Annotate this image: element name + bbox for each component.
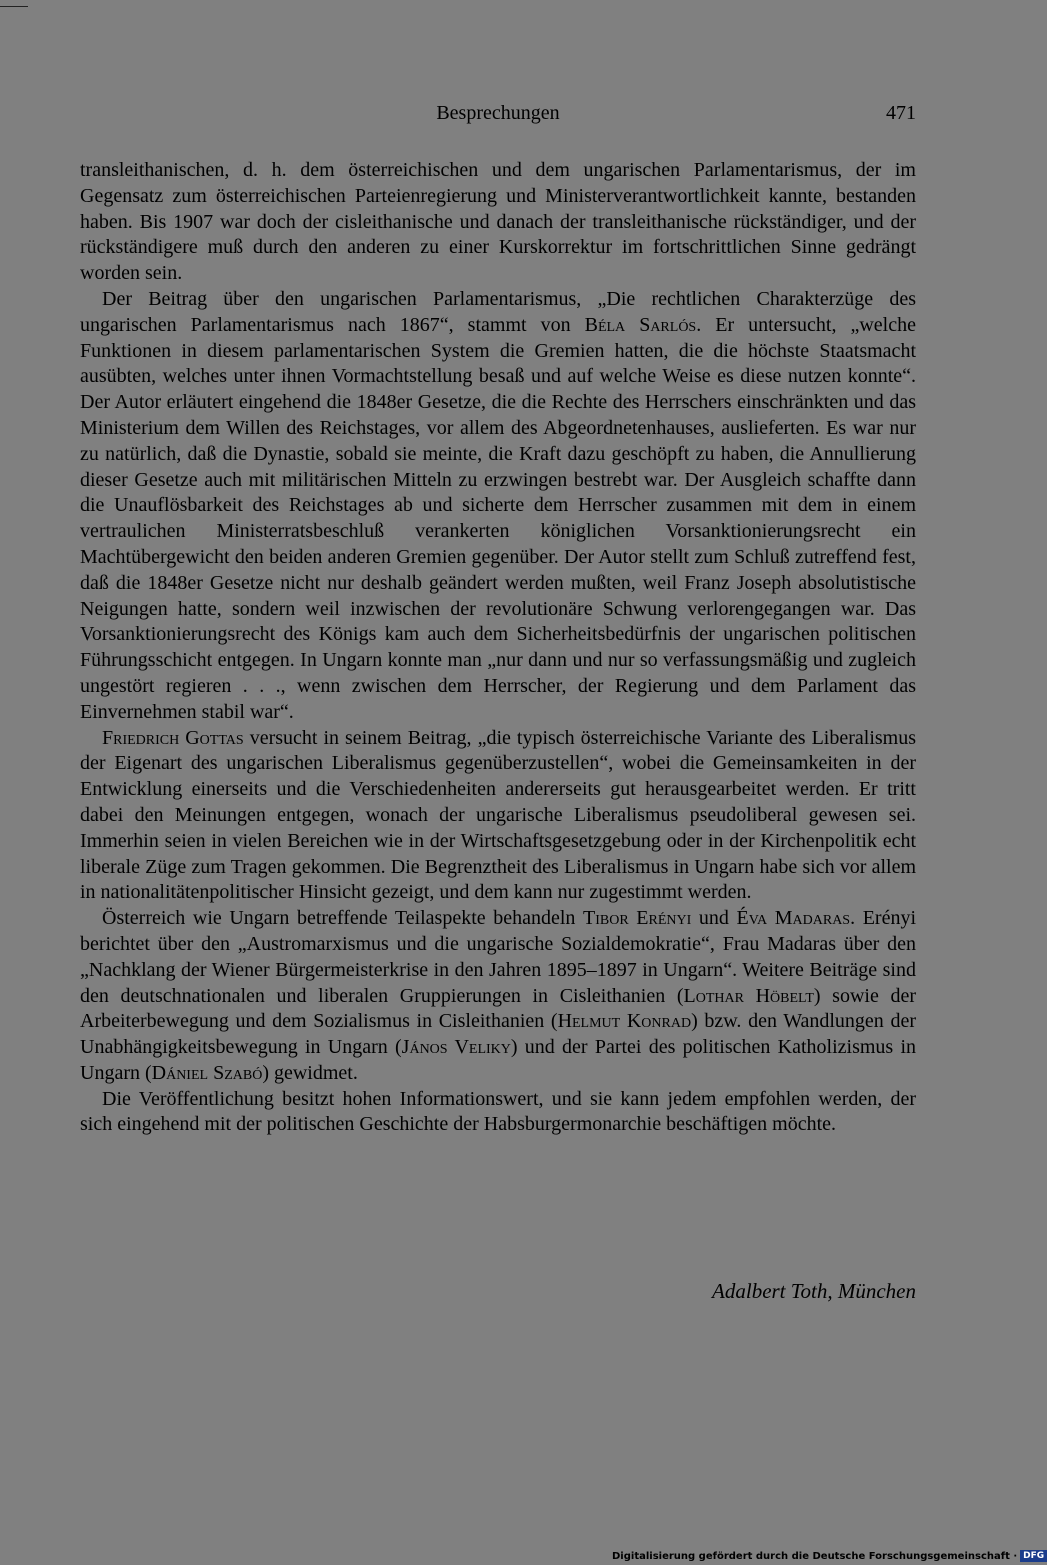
review-body-text	[80, 158, 916, 1138]
author-name: János Veliky	[401, 1036, 511, 1059]
author-name: Béla Sarlós	[584, 313, 697, 336]
paragraph	[80, 906, 916, 1087]
paragraph	[80, 726, 916, 907]
author-name: Friedrich Gottas	[102, 726, 244, 749]
running-title: Besprechungen	[436, 102, 560, 124]
dfg-logo: DFG	[1020, 1550, 1047, 1562]
author-name: Éva Madaras	[736, 907, 851, 930]
funding-note: Digitalisierung gefördert durch die Deutsche Forschungsgemeinschaft ·	[612, 1551, 1018, 1562]
text-run: versucht in seinem Beitrag, „die typisch österreichische Variante des Liberalismus der Eigenart des ungarischen Liberalismus gegenüberzustellen“, wobei die Gemeinsamkeiten in der Entwicklung einerseits und die Verschiedenheiten andererseits gut herausgearbeitet werden. Er tritt dabei den Meinungen entgegen, wonach der ungarische Liberalismus pseudoliberal gewesen sei. Immerhin seien in vielen Bereichen wie in der Wirtschaftsgesetzgebung oder in der Kirchenpolitik echt liberale Züge zum Tragen gekommen. Die Begrenztheit des Liberalismus in Ungarn habe sich vor allem in nationalitätenpolitischer Hinsicht gezeigt, und dem kann nur zugestimmt werden.	[80, 726, 916, 904]
text-run: . Er untersucht, „welche Funktionen in diesem parlamentarischen System die Gremien hatten, die die höchste Staatsmacht ausübten, welches unter ihnen Vormachtstellung besaß und auf welche Weise es diese nutzen konnte“. Der Autor erläutert eingehend die 1848er Gesetze, die die Rechte des Herrschers einschränkten und das Ministerium dem Willen des Reichstages, vor allem des Abgeordnetenhauses, auslieferten. Es war nur zu natürlich, daß die Dynastie, sobald sie meinte, die Kraft dazu geschöpft zu haben, die Annullierung dieser Gesetze auch mit militärischen Mitteln zu erzwingen bestrebt war. Der Ausgleich schaffte dann die Unauflösbarkeit des Reichstages ab und sicherte dem Herrscher zusammen mit dem in einem vertraulichen Ministerratsbeschluß verankerten königlichen Vorsanktionierungsrecht ein Machtübergewicht den beiden anderen Gremien gegenüber. Der Autor stellt zum Schluß zutreffend fest, daß die 1848er Gesetze nicht nur deshalb geändert werden mußten, weil Franz Joseph absolutistische Neigungen hatte, sondern weil inzwischen der revolutionäre Schwung verlorengegangen war. Das Vorsanktionierungsrecht des Königs kam auch dem Sicherheitsbedürfnis der ungarischen politischen Führungsschicht entgegen. In Ungarn konnte man „nur dann und nur so verfassungsmäßig und zugleich ungestört regieren . . ., wenn zwischen dem Herrscher, der Regierung und dem Parlament das Einvernehmen stabil war“.	[80, 313, 916, 723]
paragraph	[80, 1087, 916, 1139]
text-run: und	[691, 907, 737, 930]
dfg-funding-banner	[612, 1550, 1047, 1563]
paragraph	[80, 287, 916, 726]
text-run: Der Beitrag über den ungarischen Parlamentarismus, „Die rechtlichen Charakterzüge des ungarischen Parlamentarismus nach 1867“, stammt von	[80, 287, 916, 336]
text-run: transleithanischen, d. h. dem österreichischen und dem ungarischen Parlamentarismus, der im Gegensatz zum österreichischen Parteienregierung und Ministerverantwortlichkeit kannte, bestanden haben. Bis 1907 war doch der cisleithanische und danach der transleithanische rückständiger, und der rückständigere muß durch den anderen zu einer Kurskorrektur im fortschrittlichen Sinne gedrängt worden sein.	[80, 159, 916, 285]
text-run: Österreich wie Ungarn betreffende Teilaspekte behandeln	[102, 907, 584, 930]
author-name: Lothar Höbelt	[683, 984, 814, 1007]
author-name: Helmut Konrad	[557, 1010, 692, 1033]
text-run: ) sowie der Arbeiterbewegung und dem Sozialismus in Cisleithanien (	[80, 984, 917, 1033]
scan-corner-mark	[0, 6, 28, 7]
review-signature: Adalbert Toth, München	[712, 1279, 916, 1303]
author-name: Dániel Szabó	[151, 1061, 263, 1084]
text-run: ) bzw. den Wandlungen der Unabhängigkeitsbewegung in Ungarn (	[80, 1010, 916, 1059]
text-run: Die Veröffentlichung besitzt hohen Informationswert, und sie kann jedem empfohlen werden, der sich eingehend mit der politischen Geschichte der Habsburgermonarchie beschäftigen möchte.	[80, 1087, 916, 1136]
page-number: 471	[886, 102, 916, 124]
author-name: Tibor Erényi	[583, 907, 692, 930]
running-head	[80, 100, 916, 126]
paragraph	[80, 158, 916, 287]
text-run: ) gewidmet.	[262, 1061, 358, 1084]
text-run: . Erényi berichtet über den „Austromarxismus und die ungarische Sozialdemokratie“, Frau Madaras über den „Nachklang der Wiener Bürgermeisterkrise in den Jahren 1895–1897 in Ungarn“. Weitere Beiträge sind den deutschnationalen und liberalen Gruppierungen in Cisleithanien (	[80, 907, 917, 1007]
text-run: ) und der Partei des politischen Katholizismus in Ungarn (	[80, 1036, 917, 1084]
